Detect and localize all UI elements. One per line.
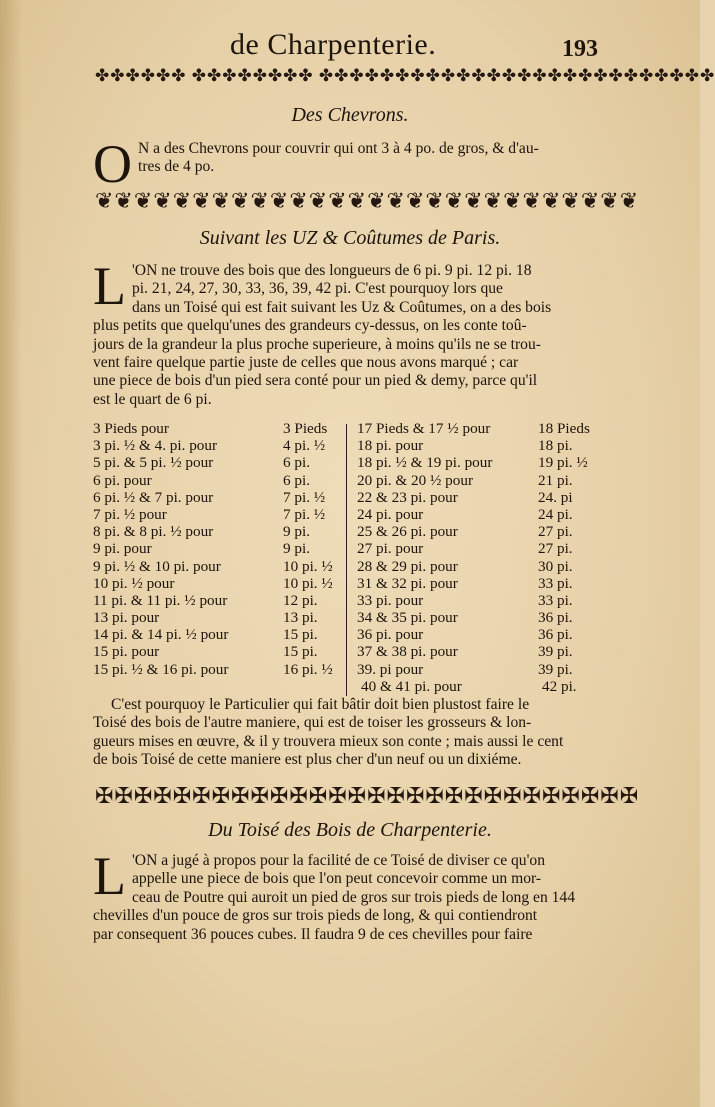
table-cell: 9 pi. ½ & 10 pi. pour — [93, 557, 221, 575]
heading-toise-des-bois: Du Toisé des Bois de Charpenterie. — [208, 819, 492, 841]
table-cell: 13 pi. — [283, 609, 318, 627]
page-gutter-shadow — [0, 0, 22, 1107]
text-line: 'ON a jugé à propos pour la facilité de ce Toisé de diviser ce qu'on — [132, 852, 546, 869]
measurement-table — [93, 420, 603, 696]
table-cell: 24 pi. pour — [357, 505, 424, 523]
text-line: C'est pourquoy le Particulier qui fait bâtir doit bien plustost faire le — [111, 696, 530, 713]
table-cell: 15 pi. — [283, 643, 318, 661]
paragraph-chevrons — [93, 134, 598, 194]
table-cell: 9 pi. — [283, 540, 311, 558]
table-cell: 15 pi. — [283, 626, 318, 644]
table-cell: 14 pi. & 14 pi. ½ pour — [93, 626, 229, 644]
table-cell: 12 pi. — [283, 591, 318, 609]
table-cell: 31 & 32 pi. pour — [357, 574, 458, 592]
table-cell: 39. pi pour — [357, 660, 424, 678]
table-cell: 5 pi. & 5 pi. ½ pour — [93, 454, 214, 472]
text-line: vent faire quelque partie juste de celles que nous avons marqué ; car — [93, 354, 519, 372]
table-cell: 36 pi. pour — [357, 626, 424, 644]
text-line: pi. 21, 24, 27, 30, 33, 36, 39, 42 pi. C'est pourquoy lors que — [132, 280, 503, 298]
table-cell: 3 pi. ½ & 4. pi. pour — [93, 437, 218, 455]
table-cell: 18 pi. ½ & 19 pi. pour — [357, 454, 493, 472]
text-line: 'ON ne trouve des bois que des longueurs de 6 pi. 9 pi. 12 pi. 18 — [132, 262, 532, 279]
paragraph-toise — [93, 846, 598, 944]
table-cell: 3 Pieds — [283, 420, 328, 437]
table-last-value: 42 pi. — [542, 678, 577, 695]
table-cell: 17 Pieds & 17 ½ pour — [357, 420, 491, 437]
table-cell: 19 pi. ½ — [538, 454, 588, 472]
table-cell: 9 pi. pour — [93, 540, 152, 558]
table-cell: 27 pi. — [538, 523, 573, 541]
table-cell: 9 pi. — [283, 523, 311, 541]
heading-uz-coutumes: Suivant les UZ & Coûtumes de Paris. — [199, 227, 501, 249]
text-line: appelle une piece de bois que l'on peut concevoir comme un mor- — [132, 870, 542, 888]
table-cell: 30 pi. — [538, 557, 573, 575]
table-cell: 13 pi. pour — [93, 609, 160, 627]
text-line: N a des Chevrons pour couvrir qui ont 3 à 4 po. de gros, & d'au- — [138, 140, 539, 157]
text-line: de bois Toisé de cette maniere est plus cher d'un neuf ou un dixiéme. — [93, 751, 522, 769]
table-last-item: 40 & 41 pi. pour — [361, 678, 462, 695]
text-line: par consequent 36 pouces cubes. Il faudra 9 de ces chevilles pour faire — [93, 925, 533, 943]
table-col-left-values — [283, 420, 343, 678]
table-cell: 33 pi. pour — [357, 591, 424, 609]
table-cell: 18 pi. — [538, 437, 573, 455]
table-cell: 16 pi. ½ — [283, 660, 333, 678]
text-line: gueurs mises en œuvre, & il y trouvera mieux son conte ; mais aussi le cent — [93, 732, 564, 750]
dropcap-l: L — [93, 256, 126, 316]
text-line: jours de la grandeur la plus proche superieure, à moins qu'ils ne se trou- — [93, 335, 541, 353]
text-line: Toisé des bois de l'autre maniere, qui est de toiser les grosseurs & lon- — [93, 714, 532, 732]
table-cell: 18 pi. pour — [357, 437, 424, 455]
heading-des-chevrons: Des Chevrons. — [291, 104, 409, 126]
text-line: dans un Toisé qui est fait suivant les Uz & Coûtumes, on a des bois — [132, 298, 552, 316]
table-col-right-items — [357, 420, 527, 678]
table-cell: 39 pi. — [538, 643, 573, 661]
table-col-right-values — [538, 420, 603, 678]
table-cell: 28 & 29 pi. pour — [357, 557, 458, 575]
table-cell: 10 pi. ½ — [283, 557, 333, 575]
table-cell: 36 pi. — [538, 626, 573, 644]
table-cell: 15 pi. pour — [93, 643, 160, 661]
table-cell: 24 pi. — [538, 505, 573, 523]
text-line: ceau de Poutre qui auroit un pied de gros sur trois pieds de long en 144 — [132, 888, 576, 906]
dropcap-o: O — [93, 134, 132, 194]
top-ornament-band: ✤✤✤✤✤✤ ✤✤✤✤✤✤✤✤ ✤✤✤✤✤✤✤✤✤✤✤✤✤✤✤✤✤✤✤✤✤✤✤✤✤✤ — [95, 66, 715, 85]
dropcap-l: L — [93, 846, 126, 906]
running-title: de Charpenterie. — [230, 28, 437, 61]
text-line: chevilles d'un pouce de gros sur trois pieds de long, & qui contiendront — [93, 907, 538, 925]
table-cell: 18 Pieds — [538, 420, 590, 437]
table-cell: 7 pi. ½ — [283, 488, 326, 506]
table-cell: 6 pi. — [283, 454, 311, 472]
table-cell: 36 pi. — [538, 609, 573, 627]
table-cell: 33 pi. — [538, 574, 573, 592]
table-cell: 34 & 35 pi. pour — [357, 609, 458, 627]
middle-ornament-band: ❦❦❦❦❦❦❦❦❦❦❦❦❦❦❦❦❦❦❦❦❦❦❦❦❦❦❦❦ — [95, 188, 640, 213]
paragraph-uz — [93, 256, 598, 409]
table-col-left-items — [93, 420, 278, 678]
table-cell: 6 pi. — [283, 471, 311, 489]
table-divider — [346, 424, 347, 696]
table-cell: 25 & 26 pi. pour — [357, 523, 458, 541]
text-line: tres de 4 po. — [138, 158, 215, 176]
table-cell: 3 Pieds pour — [93, 420, 169, 437]
table-cell: 21 pi. — [538, 471, 573, 489]
paragraph-conclusion — [93, 696, 598, 770]
table-cell: 27 pi. — [538, 540, 573, 558]
text-line: une piece de bois d'un pied sera conté pour un pied & demy, parce qu'il — [93, 372, 538, 390]
table-cell: 8 pi. & 8 pi. ½ pour — [93, 523, 214, 541]
table-cell: 27 pi. pour — [357, 540, 424, 558]
text-line: plus petits que quelqu'unes des grandeurs cy-dessus, on les conte toû- — [93, 317, 527, 335]
table-cell: 10 pi. ½ pour — [93, 574, 175, 592]
table-cell: 4 pi. ½ — [283, 437, 326, 455]
table-cell: 24. pi — [538, 488, 573, 506]
table-cell: 6 pi. pour — [93, 471, 152, 489]
table-cell: 22 & 23 pi. pour — [357, 488, 458, 506]
page-number: 193 — [562, 36, 598, 62]
lower-ornament-band: ✠✠✠✠✠✠✠✠✠✠✠✠✠✠✠✠✠✠✠✠✠✠✠✠✠✠✠✠ — [95, 783, 640, 808]
table-cell: 20 pi. & 20 ½ pour — [357, 471, 474, 489]
table-cell: 15 pi. ½ & 16 pi. pour — [93, 660, 229, 678]
table-cell: 7 pi. ½ pour — [93, 505, 167, 523]
table-cell: 6 pi. ½ & 7 pi. pour — [93, 488, 214, 506]
table-cell: 7 pi. ½ — [283, 505, 326, 523]
table-cell: 37 & 38 pi. pour — [357, 643, 458, 661]
text-line: est le quart de 6 pi. — [93, 390, 212, 408]
table-cell: 39 pi. — [538, 660, 573, 678]
table-cell: 10 pi. ½ — [283, 574, 333, 592]
table-cell: 11 pi. & 11 pi. ½ pour — [93, 591, 228, 609]
table-cell: 33 pi. — [538, 591, 573, 609]
